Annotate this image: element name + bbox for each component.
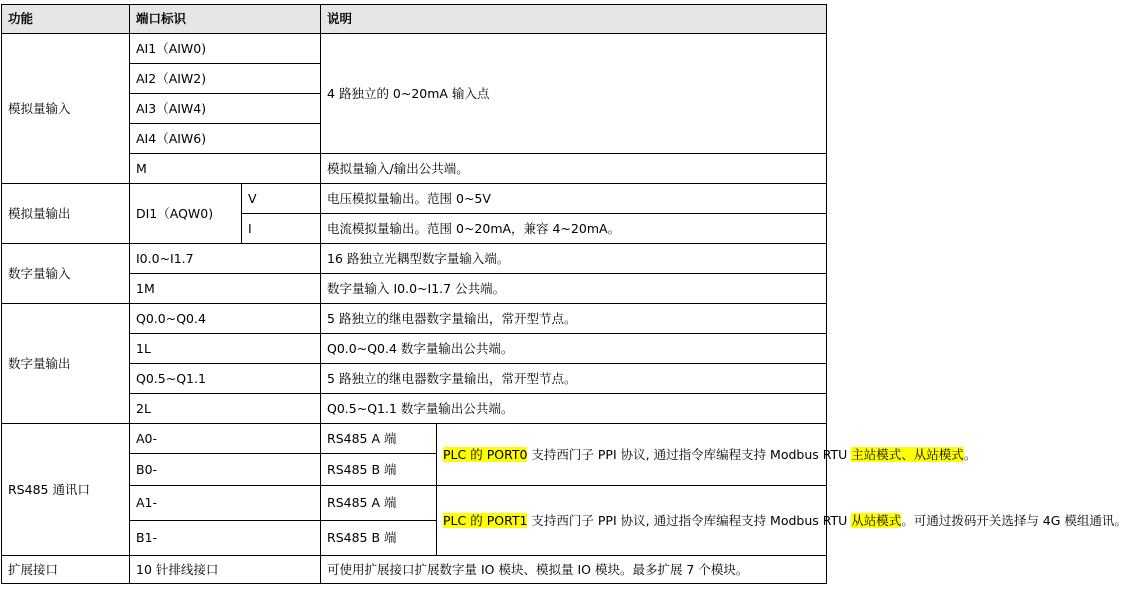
port-1m: 1M: [130, 274, 321, 304]
sub-port-v: V: [242, 184, 321, 214]
desc-1l: Q0.0~Q0.4 数字量输出公共端。: [321, 334, 827, 364]
desc-current: 电流模拟量输出。范围 0~20mA，兼容 4~20mA。: [321, 214, 827, 244]
port1-mode-highlight: 从站模式: [851, 512, 902, 528]
function-digital-output: 数字量输出: [2, 304, 130, 424]
port1-text: 支持西门子 PPI 协议, 通过指令库编程支持 Modbus RTU: [527, 512, 852, 528]
desc-2l: Q0.5~Q1.1 数字量输出公共端。: [321, 394, 827, 424]
desc-expansion: 可使用扩展接口扩展数字量 IO 模块、模拟量 IO 模块。最多扩展 7 个模块。: [321, 556, 827, 584]
port-ai4: AI4（AIW6): [130, 124, 321, 154]
port0-highlight: PLC 的 PORT0: [443, 446, 528, 462]
table-row: [2, 184, 827, 214]
table-row: [2, 244, 827, 274]
desc-port0: [437, 424, 977, 486]
table-row: [2, 424, 827, 454]
table-header-row: [2, 5, 827, 34]
terminal-b0: RS485 B 端: [321, 454, 437, 486]
port-ai2: AI2（AIW2): [130, 64, 321, 94]
io-spec-table: [1, 4, 1127, 584]
desc-i0: 16 路独立光耦型数字量输入端。: [321, 244, 827, 274]
table-row: [2, 304, 827, 334]
port0-mode-highlight: 主站模式、从站模式: [851, 446, 964, 462]
port-q00: Q0.0~Q0.4: [130, 304, 321, 334]
port-ai1: AI1（AIW0): [130, 34, 321, 64]
header-description: 说明: [321, 5, 827, 34]
port-1l: 1L: [130, 334, 321, 364]
port-a1: A1-: [130, 486, 321, 521]
sub-port-i: I: [242, 214, 321, 244]
terminal-b1: RS485 B 端: [321, 521, 437, 556]
function-expansion: 扩展接口: [2, 556, 130, 584]
desc-q00: 5 路独立的继电器数字量输出，常开型节点。: [321, 304, 827, 334]
port-2l: 2L: [130, 394, 321, 424]
port-di1: DI1（AQW0): [130, 184, 242, 244]
function-analog-input: 模拟量输入: [2, 34, 130, 184]
port-i0: I0.0~I1.7: [130, 244, 321, 274]
terminal-a0: RS485 A 端: [321, 424, 437, 454]
port1-text-end: 。可通过拨码开关选择与 4G 模组通讯。: [901, 512, 1127, 528]
table-row: [2, 556, 827, 584]
table-row: [2, 34, 827, 64]
function-digital-input: 数字量输入: [2, 244, 130, 304]
port-ai3: AI3（AIW4): [130, 94, 321, 124]
port0-text: 支持西门子 PPI 协议, 通过指令库编程支持 Modbus RTU: [527, 446, 852, 462]
function-rs485: RS485 通讯口: [2, 424, 130, 556]
desc-analog-input: 4 路独立的 0~20mA 输入点: [321, 34, 827, 154]
desc-m: 模拟量输入/输出公共端。: [321, 154, 827, 184]
desc-port1: [437, 486, 1127, 556]
terminal-a1: RS485 A 端: [321, 486, 437, 521]
port-a0: A0-: [130, 424, 321, 454]
port-b1: B1-: [130, 521, 321, 556]
port0-text-end: 。: [963, 446, 977, 462]
header-function: 功能: [2, 5, 130, 34]
function-analog-output: 模拟量输出: [2, 184, 130, 244]
port-b0: B0-: [130, 454, 321, 486]
desc-voltage: 电压模拟量输出。范围 0~5V: [321, 184, 827, 214]
port1-highlight: PLC 的 PORT1: [443, 512, 528, 528]
desc-q05: 5 路独立的继电器数字量输出，常开型节点。: [321, 364, 827, 394]
port-expansion: 10 针排线接口: [130, 556, 321, 584]
desc-1m: 数字量输入 I0.0~I1.7 公共端。: [321, 274, 827, 304]
port-q05: Q0.5~Q1.1: [130, 364, 321, 394]
port-m: M: [130, 154, 321, 184]
header-port: 端口标识: [130, 5, 321, 34]
